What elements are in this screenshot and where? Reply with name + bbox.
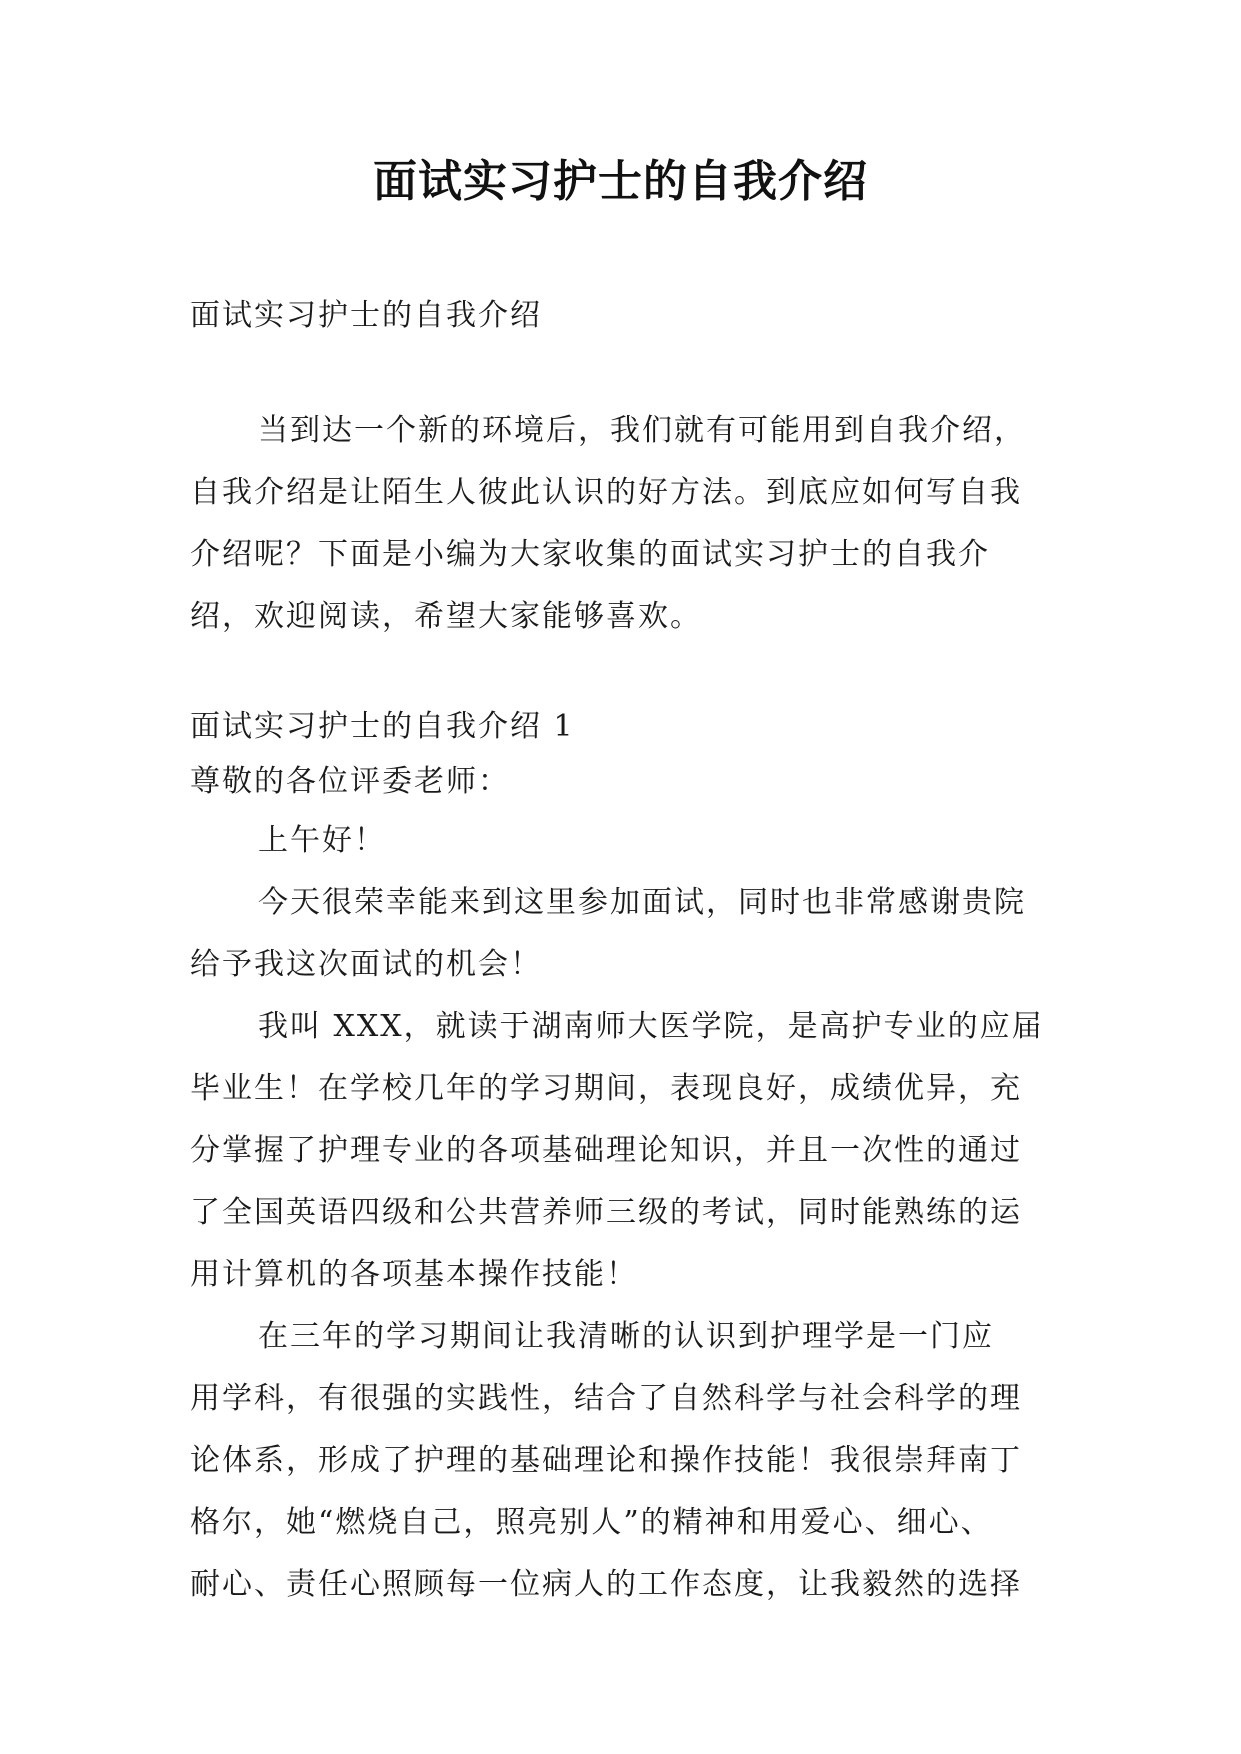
intro-line: 绍，欢迎阅读，希望大家能够喜欢。	[190, 599, 702, 634]
paragraph-line: 了全国英语四级和公共营养师三级的考试，同时能熟练的运	[190, 1195, 1022, 1230]
greeting: 上午好！	[258, 823, 386, 858]
paragraph-line: 给予我这次面试的机会！	[190, 947, 542, 982]
subtitle-line: 面试实习护士的自我介绍	[190, 298, 542, 333]
section-heading: 面试实习护士的自我介绍 1	[190, 709, 575, 744]
paragraph-line: 在三年的学习期间让我清晰的认识到护理学是一门应	[258, 1319, 994, 1354]
intro-line: 介绍呢？下面是小编为大家收集的面试实习护士的自我介	[190, 537, 990, 572]
paragraph-line: 用学科，有很强的实践性，结合了自然科学与社会科学的理	[190, 1381, 1022, 1416]
section-1	[190, 700, 1070, 1616]
salutation: 尊敬的各位评委老师：	[190, 764, 510, 799]
intro-line: 当到达一个新的环境后，我们就有可能用到自我介绍，	[258, 413, 1026, 448]
paragraph-line: 论体系，形成了护理的基础理论和操作技能！我很崇拜南丁	[190, 1443, 1022, 1478]
intro-line: 自我介绍是让陌生人彼此认识的好方法。到底应如何写自我	[190, 475, 1022, 510]
document-subtitle	[190, 285, 1070, 347]
intro-paragraph	[190, 400, 1070, 648]
paragraph-line: 格尔，她“燃烧自己，照亮别人”的精神和用爱心、细心、	[190, 1505, 993, 1540]
document-title: 面试实习护士的自我介绍	[373, 156, 868, 207]
paragraph-line: 用计算机的各项基本操作技能！	[190, 1257, 638, 1292]
paragraph-line: 毕业生！在学校几年的学习期间，表现良好，成绩优异，充	[190, 1071, 1022, 1106]
paragraph-line: 分掌握了护理专业的各项基础理论知识，并且一次性的通过	[190, 1133, 1022, 1168]
paragraph-line: 耐心、责任心照顾每一位病人的工作态度，让我毅然的选择	[190, 1567, 1022, 1602]
paragraph-line: 我叫 XXX，就读于湖南师大医学院，是高护专业的应届	[258, 1009, 1044, 1044]
paragraph-line: 今天很荣幸能来到这里参加面试，同时也非常感谢贵院	[258, 885, 1026, 920]
